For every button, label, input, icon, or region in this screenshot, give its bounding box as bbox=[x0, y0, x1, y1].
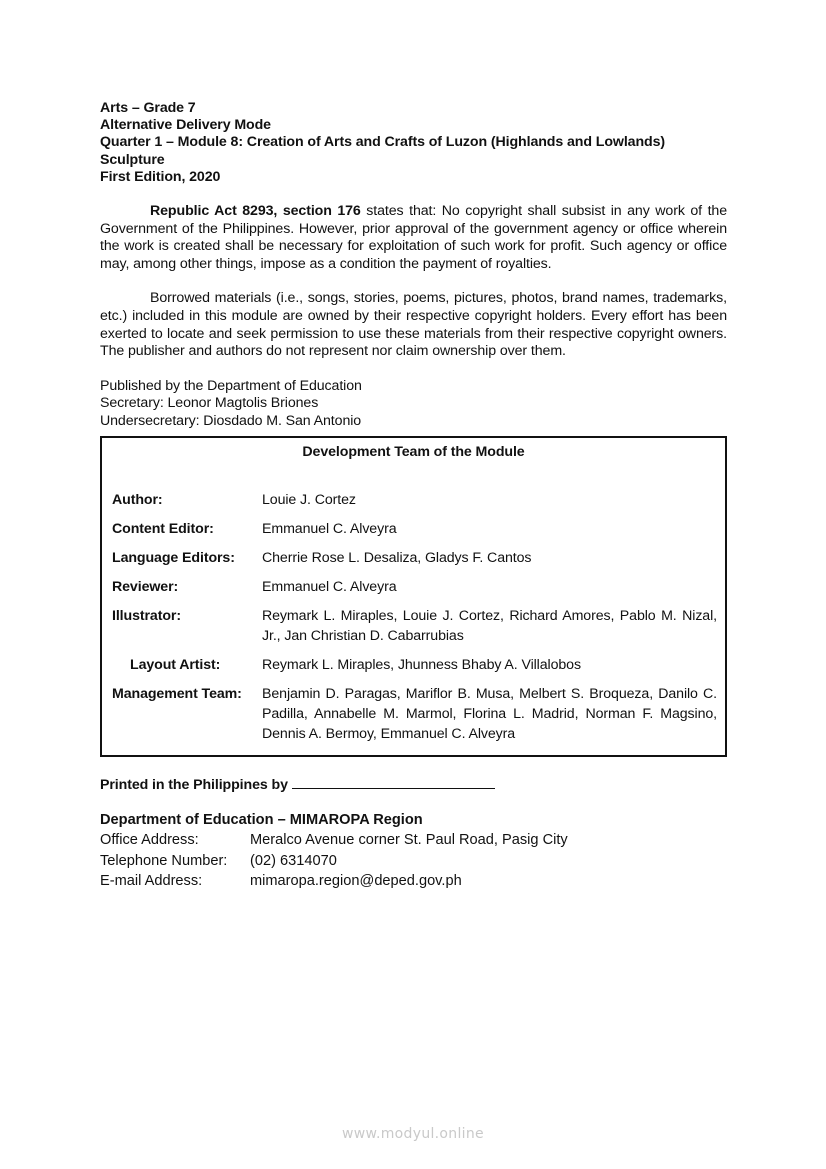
publisher-info bbox=[100, 378, 727, 431]
printer-blank-line bbox=[292, 776, 495, 789]
printed-by-label: Printed in the Philippines by bbox=[100, 776, 288, 793]
info-value: (02) 6314070 bbox=[250, 852, 337, 869]
borrowed-materials-paragraph: Borrowed materials (i.e., songs, stories, poems, pictures, photos, brand names, trademarks, etc.) included in this module are owned by their respective copyright holders. Every effort has been exerted to locate and seek permission to use these materials from their respective copyright owners. The publisher and authors do not represent nor claim ownership over them. bbox=[100, 290, 727, 360]
published-by: Published by the Department of Education bbox=[100, 377, 362, 394]
team-label: Author: bbox=[112, 491, 163, 508]
copyright-statement: states that: No copyright shall subsist in any work of the Government of the Philippines. However, prior approval of the government agency or office wherein the work is created shall be necessary for exploitation of such work for profit. Such agency or office may, among other things, impose as a condition the payment of royalties. bbox=[100, 203, 727, 272]
copyright-page bbox=[100, 100, 727, 892]
info-label: Office Address: bbox=[100, 832, 199, 849]
edition: First Edition, 2020 bbox=[100, 168, 221, 185]
republic-act-reference: Republic Act 8293, section 176 bbox=[150, 203, 361, 220]
team-label: Management Team: bbox=[112, 685, 242, 702]
email-row bbox=[100, 871, 727, 892]
info-value: Meralco Avenue corner St. Paul Road, Pasig City bbox=[250, 832, 568, 849]
info-value: mimaropa.region@deped.gov.ph bbox=[250, 873, 462, 890]
team-value: Reymark L. Miraples, Jhunness Bhaby A. Villalobos bbox=[262, 656, 581, 673]
team-row-management-team bbox=[112, 684, 717, 744]
module-title: Quarter 1 – Module 8: Creation of Arts and Crafts of Luzon (Highlands and Lowlands) bbox=[100, 134, 666, 151]
team-title: Development Team of the Module bbox=[302, 443, 525, 460]
delivery-mode: Alternative Delivery Mode bbox=[100, 117, 271, 134]
deped-region-info bbox=[100, 810, 727, 892]
team-label: Reviewer: bbox=[112, 578, 179, 595]
team-value: Benjamin D. Paragas, Mariflor B. Musa, Melbert S. Broqueza, Danilo C. Padilla, Annabelle M. Marmol, Florina L. Madrid, Norman F. Magsino, Dennis A. Bermoy, Emmanuel C. Alveyra bbox=[262, 685, 717, 742]
team-row-author bbox=[112, 490, 717, 510]
team-value: Emmanuel C. Alveyra bbox=[262, 578, 397, 595]
printed-by-line bbox=[100, 776, 727, 793]
development-team-box bbox=[100, 436, 727, 757]
team-label: Content Editor: bbox=[112, 520, 214, 537]
team-value: Cherrie Rose L. Desaliza, Gladys F. Cantos bbox=[262, 549, 532, 566]
deped-region-title: Department of Education – MIMAROPA Region bbox=[100, 811, 423, 828]
undersecretary: Undersecretary: Diosdado M. San Antonio bbox=[100, 412, 362, 429]
team-value: Reymark L. Miraples, Louie J. Cortez, Richard Amores, Pablo M. Nizal, Jr., Jan Christian D. Cabarrubias bbox=[262, 607, 717, 644]
team-list bbox=[112, 490, 717, 753]
team-row-reviewer bbox=[112, 577, 717, 597]
info-label: E-mail Address: bbox=[100, 873, 203, 890]
team-row-illustrator bbox=[112, 606, 717, 646]
module-topic: Sculpture bbox=[100, 151, 165, 168]
office-address-row bbox=[100, 830, 727, 851]
telephone-row bbox=[100, 851, 727, 872]
team-label: Illustrator: bbox=[112, 607, 181, 624]
team-value: Emmanuel C. Alveyra bbox=[262, 520, 397, 537]
module-title-block bbox=[100, 100, 727, 186]
info-label: Telephone Number: bbox=[100, 852, 228, 869]
team-row-layout-artist bbox=[112, 655, 717, 675]
subject-grade: Arts – Grade 7 bbox=[100, 100, 196, 116]
team-row-content-editor bbox=[112, 519, 717, 539]
copyright-paragraph bbox=[100, 203, 727, 273]
team-value: Louie J. Cortez bbox=[262, 491, 356, 508]
watermark: www.modyul.online bbox=[342, 1126, 484, 1142]
team-label: Language Editors: bbox=[112, 549, 235, 566]
secretary: Secretary: Leonor Magtolis Briones bbox=[100, 395, 319, 412]
team-row-language-editors bbox=[112, 548, 717, 568]
team-label: Layout Artist: bbox=[130, 656, 221, 673]
